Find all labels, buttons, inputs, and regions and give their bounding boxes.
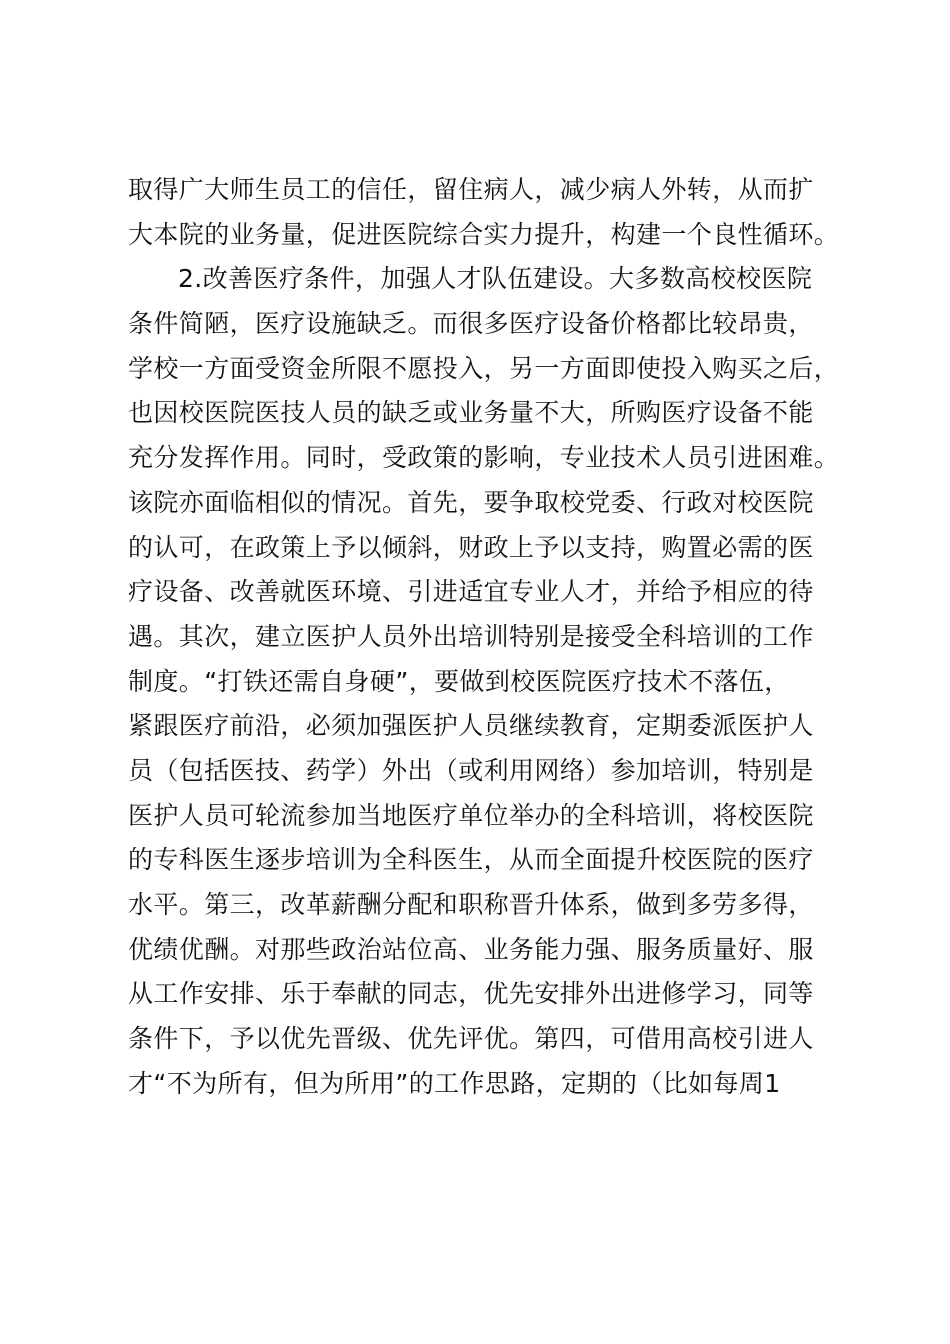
text-line: 才“不为所有，但为所用”的工作思路，定期的（比如每周1 [128, 1068, 781, 1098]
text-line: 优绩优酬。对那些政治站位高、业务能力强、服务质量好、服 [128, 934, 814, 964]
text-line: 疗设备、改善就医环境、引进适宜专业人才，并给予相应的待 [128, 577, 814, 607]
text-line: 从工作安排、乐于奉献的同志，优先安排外出进修学习，同等 [128, 979, 814, 1009]
text-line: 条件下，予以优先晋级、优先评优。第四，可借用高校引进人 [128, 1024, 814, 1054]
text-line: 紧跟医疗前沿，必须加强医护人员继续教育，定期委派医护人 [128, 711, 814, 741]
text-line: 也因校医院医技人员的缺乏或业务量不大，所购医疗设备不能 [128, 398, 814, 428]
text-line: 遇。其次，建立医护人员外出培训特别是接受全科培训的工作 [128, 621, 814, 651]
text-line: 的认可，在政策上予以倾斜，财政上予以支持，购置必需的医 [128, 532, 814, 562]
text-line: 制度。“打铁还需自身硬”，要做到校医院医疗技术不落伍， [128, 666, 790, 696]
text-line: 的专科医生逐步培训为全科医生，从而全面提升校医院的医疗 [128, 845, 814, 875]
text-line: 水平。第三，改革薪酬分配和职称晋升体系，做到多劳多得， [128, 890, 814, 919]
text-line: 条件简陋，医疗设施缺乏。而很多医疗设备价格都比较昂贵， [128, 309, 814, 339]
text-line: 员（包括医技、药学）外出（或利用网络）参加培训，特别是 [128, 755, 814, 785]
text-line: 医护人员可轮流参加当地医疗单位举办的全科培训，将校医院 [128, 800, 814, 830]
text-line: 该院亦面临相似的情况。首先，要争取校党委、行政对校医院 [128, 487, 814, 517]
body-text [128, 168, 840, 1106]
text-line: 大本院的业务量，促进医院综合实力提升，构建一个良性循环。 [128, 219, 840, 249]
paragraph-start-line: 2.改善医疗条件，加强人才队伍建设。大多数高校校医院 [178, 264, 813, 294]
text-line: 取得广大师生员工的信任，留住病人，减少病人外转，从而扩 [128, 175, 814, 204]
text-line: 学校一方面受资金所限不愿投入，另一方面即使投入购买之后， [128, 353, 840, 383]
text-line: 充分发挥作用。同时，受政策的影响，专业技术人员引进困难。 [128, 443, 840, 473]
